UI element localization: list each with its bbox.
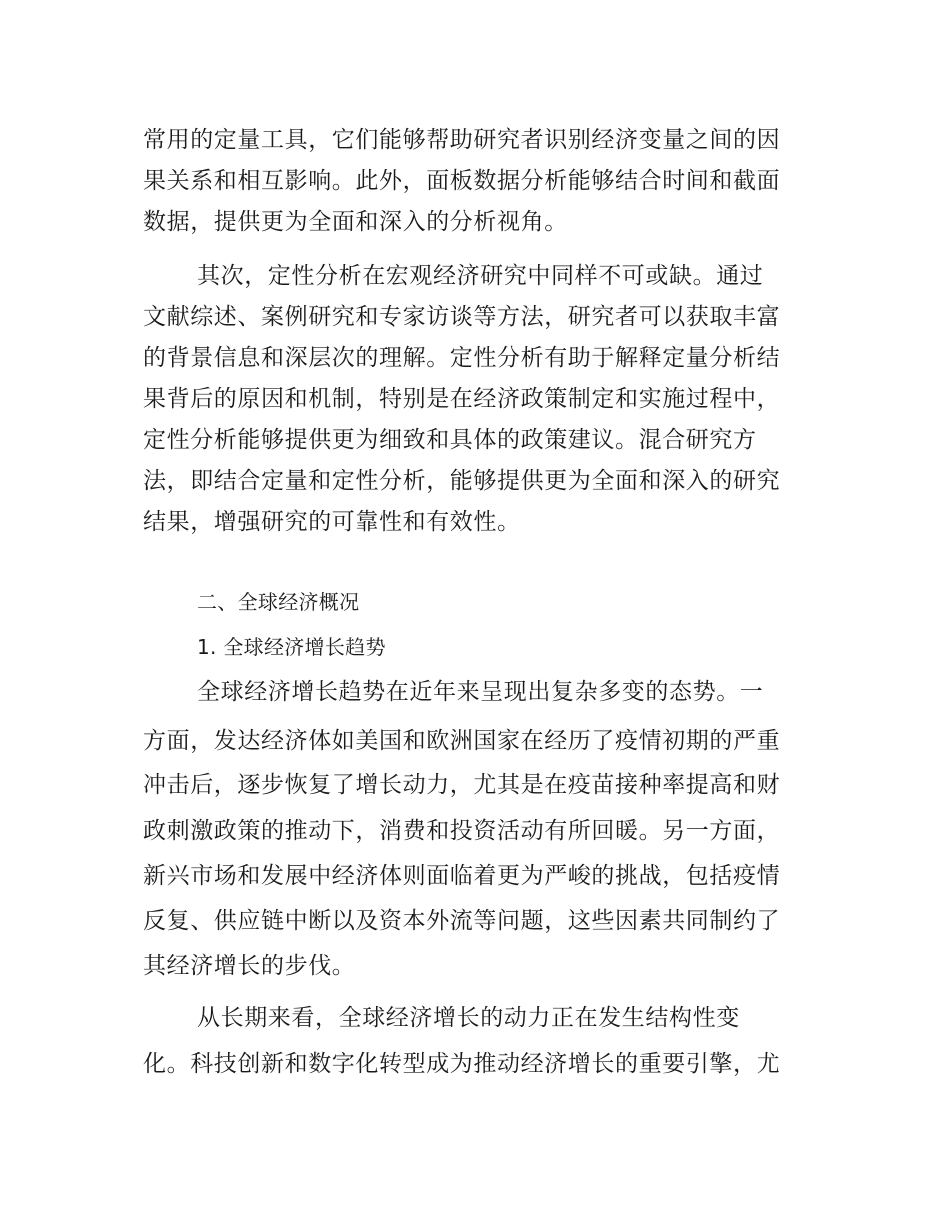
paragraph-line: 其经济增长的步伐。 [143, 953, 356, 979]
paragraph-line: 反复、供应链中断以及资本外流等问题，这些因素共同制约了 [143, 908, 781, 934]
paragraph-line: 从长期来看，全球经济增长的动力正在发生结构性变 [197, 1005, 740, 1031]
paragraph-line: 果关系和相互影响。此外，面板数据分析能够结合时间和截面 [143, 168, 781, 194]
section-heading: 二、全球经济概况 [197, 590, 360, 614]
paragraph-line: 化。科技创新和数字化转型成为推动经济增长的重要引擎，尤 [143, 1051, 781, 1077]
paragraph-line: 法，即结合定量和定性分析，能够提供更为全面和深入的研究 [143, 468, 781, 494]
paragraph-line: 的背景信息和深层次的理解。定性分析有助于解释定量分析结 [143, 345, 781, 371]
paragraph-line: 果背后的原因和机制，特别是在经济政策制定和实施过程中， [143, 386, 781, 412]
paragraph-line: 其次，定性分析在宏观经济研究中同样不可或缺。通过 [197, 263, 764, 289]
paragraph-line: 政刺激政策的推动下，消费和投资活动有所回暖。另一方面， [143, 818, 781, 844]
paragraph-line: 结果，增强研究的可靠性和有效性。 [143, 509, 521, 535]
paragraph-line: 全球经济增长趋势在近年来呈现出复杂多变的态势。一 [197, 679, 764, 705]
paragraph-line: 定性分析能够提供更为细致和具体的政策建议。混合研究方 [143, 427, 757, 453]
paragraph-line: 冲击后，逐步恢复了增长动力，尤其是在疫苗接种率提高和财 [143, 772, 781, 798]
paragraph-line: 常用的定量工具，它们能够帮助研究者识别经济变量之间的因 [143, 127, 781, 153]
paragraph-line: 数据，提供更为全面和深入的分析视角。 [143, 209, 568, 235]
paragraph-line: 新兴市场和发展中经济体则面临着更为严峻的挑战，包括疫情 [143, 863, 781, 889]
paragraph-line: 方面，发达经济体如美国和欧洲国家在经历了疫情初期的严重 [143, 728, 781, 754]
paragraph-line: 文献综述、案例研究和专家访谈等方法，研究者可以获取丰富 [143, 304, 781, 330]
subsection-heading: 1. 全球经济增长趋势 [197, 635, 386, 659]
